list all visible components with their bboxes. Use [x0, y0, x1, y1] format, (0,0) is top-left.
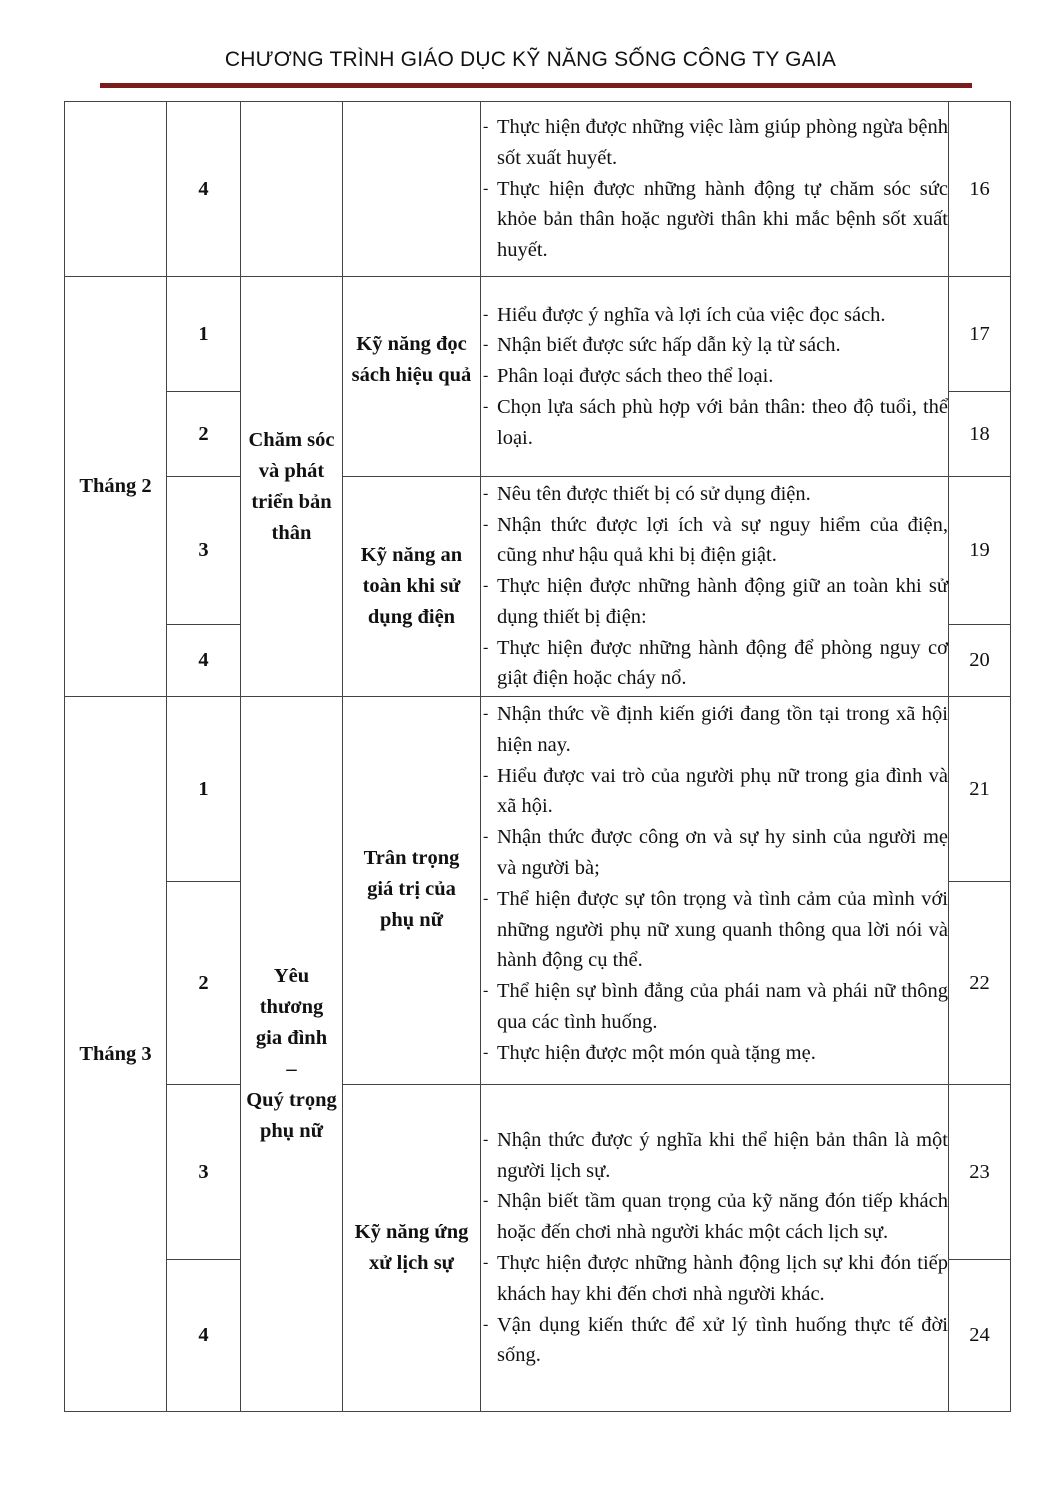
skill-cell — [343, 697, 481, 1085]
lesson-number: 19 — [949, 477, 1011, 625]
table-row — [65, 102, 1011, 277]
objectives-cell — [481, 477, 949, 697]
week-number: 2 — [167, 392, 241, 477]
objective-item: - Nhận biết được sức hấp dẫn kỳ lạ từ sách. — [481, 330, 948, 361]
objective-item: - Nhận thức về định kiến giới đang tồn tại trong xã hội hiện nay. — [481, 699, 948, 761]
month-cell-empty — [65, 102, 167, 277]
objectives-cell — [481, 102, 949, 277]
objective-item: - Nhận thức được ý nghĩa khi thể hiện bản thân là một người lịch sự. — [481, 1125, 948, 1187]
skill-cell — [343, 477, 481, 697]
week-number: 4 — [167, 625, 241, 697]
skill-label: Kỹ năng đọc sách hiệu quả — [351, 333, 472, 386]
objective-item: - Thực hiện được một món quà tặng mẹ. — [481, 1038, 948, 1069]
week-number: 2 — [167, 882, 241, 1085]
table-row — [65, 277, 1011, 392]
month-label: Tháng 3 — [65, 697, 167, 1412]
objective-item: - Chọn lựa sách phù hợp với bản thân: theo độ tuổi, thể loại. — [481, 392, 948, 454]
week-number: 1 — [167, 697, 241, 882]
objective-item: - Thực hiện được những việc làm giúp phòng ngừa bệnh sốt xuất huyết. — [481, 112, 948, 174]
objective-item: - Thể hiện sự bình đẳng của phái nam và phái nữ thông qua các tình huống. — [481, 976, 948, 1038]
objective-item: - Thực hiện được những hành động lịch sự khi đón tiếp khách hay khi đến chơi nhà người khác. — [481, 1248, 948, 1310]
topic-line: Yêu thương gia đình — [255, 965, 328, 1049]
objectives-cell — [481, 277, 949, 477]
objective-list — [481, 300, 948, 454]
objective-item: - Phân loại được sách theo thể loại. — [481, 361, 948, 392]
skill-cell — [343, 277, 481, 477]
objective-item: - Nhận thức được công ơn và sự hy sinh của người mẹ và người bà; — [481, 822, 948, 884]
lesson-number: 24 — [949, 1260, 1011, 1412]
objective-list — [481, 699, 948, 1069]
lesson-number: 22 — [949, 882, 1011, 1085]
objectives-cell — [481, 697, 949, 1085]
objective-item: - Hiểu được vai trò của người phụ nữ trong gia đình và xã hội. — [481, 761, 948, 823]
lesson-number: 20 — [949, 625, 1011, 697]
week-number: 4 — [167, 1260, 241, 1412]
topic-cell-empty — [241, 102, 343, 277]
lesson-number: 21 — [949, 697, 1011, 882]
topic-cell — [241, 277, 343, 697]
topic-label: Chăm sóc và phát triển bản thân — [248, 428, 335, 544]
objective-item: - Thể hiện được sự tôn trọng và tình cảm của mình với những người phụ nữ xung quanh thông qua lời nói và hành động cụ thể. — [481, 884, 948, 976]
objective-list — [481, 112, 948, 266]
week-number: 4 — [167, 102, 241, 277]
month-label: Tháng 2 — [65, 277, 167, 697]
topic-line: – — [286, 1058, 297, 1080]
table-row — [65, 697, 1011, 882]
lesson-number: 17 — [949, 277, 1011, 392]
lesson-number: 16 — [949, 102, 1011, 277]
objective-item: - Thực hiện được những hành động giữ an toàn khi sử dụng thiết bị điện: — [481, 571, 948, 633]
skill-label: Kỹ năng an toàn khi sử dụng điện — [360, 544, 463, 628]
objective-list — [481, 479, 948, 695]
skill-label: Trân trọng giá trị của phụ nữ — [363, 847, 460, 931]
objective-item: - Vận dụng kiến thức để xử lý tình huống thực tế đời sống. — [481, 1310, 948, 1372]
objective-item: - Thực hiện được những hành động để phòng nguy cơ giật điện hoặc cháy nổ. — [481, 633, 948, 695]
week-number: 3 — [167, 1085, 241, 1260]
week-number: 3 — [167, 477, 241, 625]
objective-list — [481, 1125, 948, 1371]
objectives-cell — [481, 1085, 949, 1412]
skill-cell-empty — [343, 102, 481, 277]
objective-item: - Thực hiện được những hành động tự chăm sóc sức khỏe bản thân hoặc người thân khi mắc bệnh sốt xuất huyết. — [481, 174, 948, 266]
objective-item: - Nêu tên được thiết bị có sử dụng điện. — [481, 479, 948, 510]
week-number: 1 — [167, 277, 241, 392]
skill-cell — [343, 1085, 481, 1412]
objective-item: - Nhận biết tầm quan trọng của kỹ năng đón tiếp khách hoặc đến chơi nhà người khác một cách lịch sự. — [481, 1186, 948, 1248]
lesson-number: 23 — [949, 1085, 1011, 1260]
table-row — [65, 477, 1011, 625]
skill-label: Kỹ năng ứng xử lịch sự — [354, 1221, 469, 1274]
table-row — [65, 1085, 1011, 1260]
topic-cell — [241, 697, 343, 1412]
curriculum-table — [64, 101, 1011, 1412]
header-rule — [100, 83, 972, 88]
page-header-title: CHƯƠNG TRÌNH GIÁO DỤC KỸ NĂNG SỐNG CÔNG TY GAIA — [224, 48, 837, 71]
topic-line: Quý trọng phụ nữ — [246, 1089, 337, 1142]
objective-item: - Nhận thức được lợi ích và sự nguy hiểm của điện, cũng như hậu quả khi bị điện giật. — [481, 510, 948, 572]
lesson-number: 18 — [949, 392, 1011, 477]
objective-item: - Hiểu được ý nghĩa và lợi ích của việc đọc sách. — [481, 300, 948, 331]
